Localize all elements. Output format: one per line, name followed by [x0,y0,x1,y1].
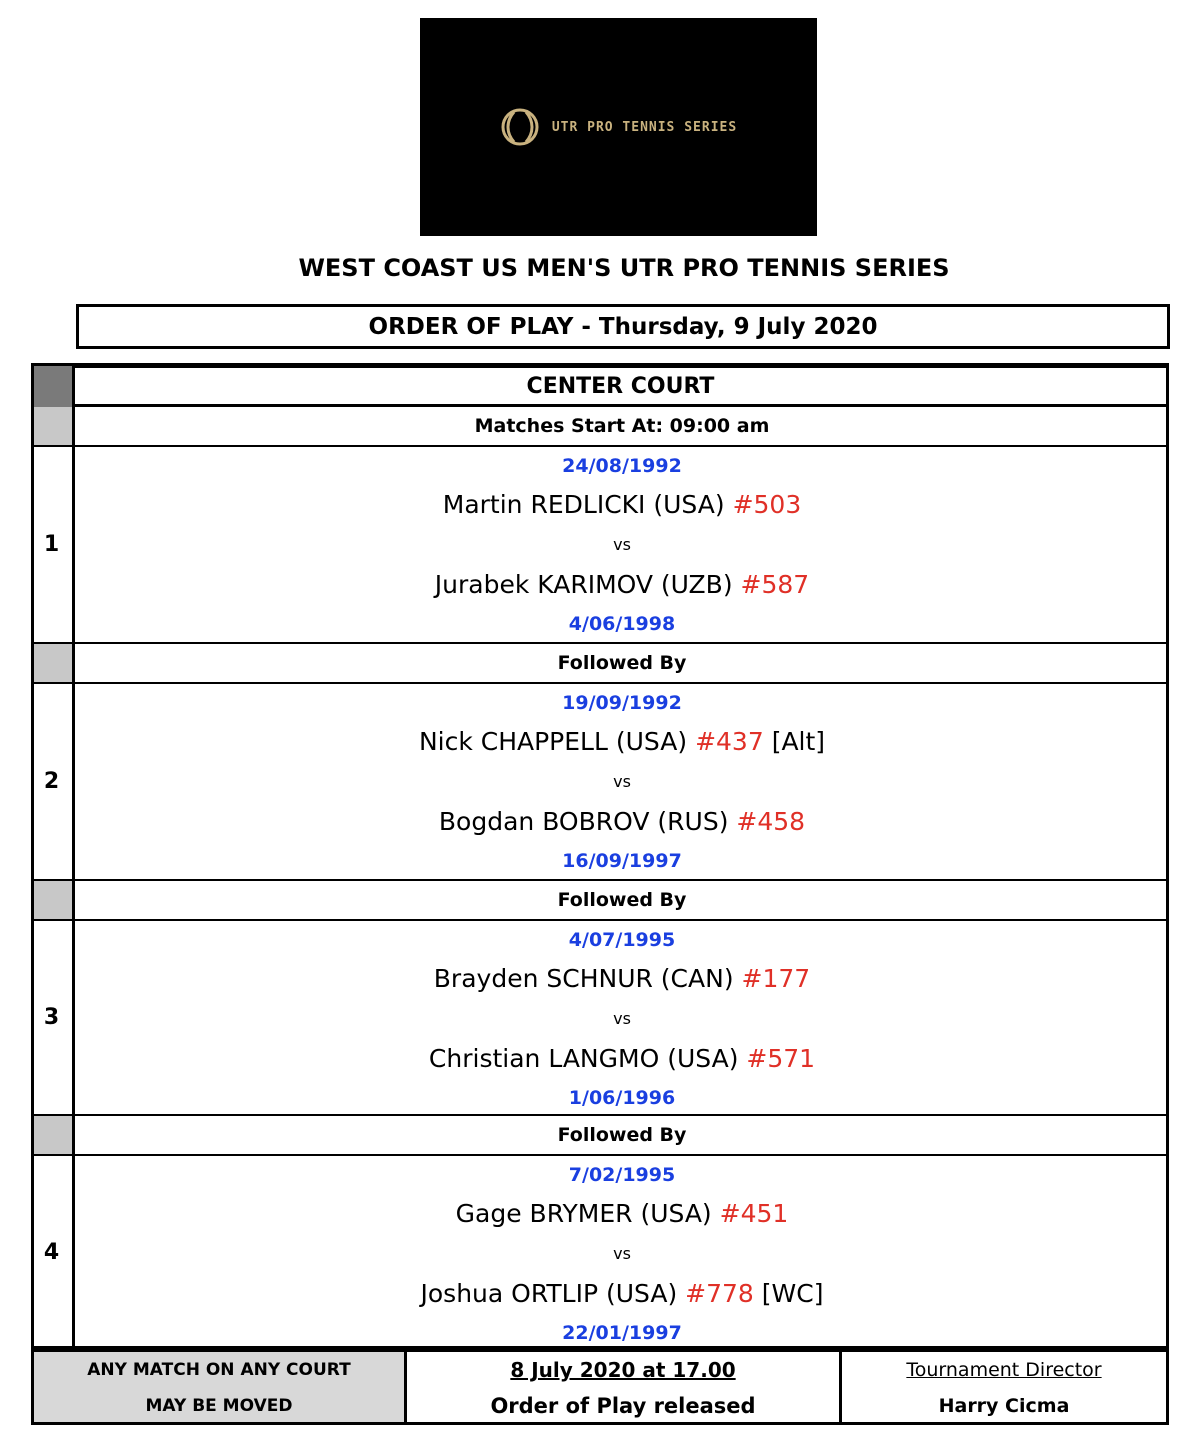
court-side-cell [31,365,75,407]
start-side-cell [31,407,75,445]
match-2 [75,684,1169,879]
player-dob: 1/06/1996 [568,1087,676,1109]
player-rank: #778 [685,1279,754,1308]
match-4 [75,1156,1169,1349]
vs-label: vs [613,1244,631,1263]
notice-line-1: ANY MATCH ON ANY COURT [87,1360,351,1380]
player-rank: #503 [732,490,802,519]
event-title: WEST COAST US MEN'S UTR PRO TENNIS SERIES [298,254,950,282]
director-info [839,1349,1169,1425]
match-number: 1 [31,447,75,642]
vs-label: vs [613,1009,631,1028]
director-label: Tournament Director [906,1359,1102,1381]
player-entry [75,1039,1169,1079]
schedule-top-border [31,363,1169,366]
tournament-logo [420,18,817,236]
player-rank: #458 [736,807,806,836]
logo-text: UTR PRO TENNIS SERIES [551,119,738,135]
player-rank: #437 [695,727,764,756]
tennis-ball-icon [500,107,540,147]
player-rank: #587 [740,570,810,599]
player-name: Nick CHAPPELL (USA) [418,727,688,756]
player-dob: 16/09/1997 [562,850,682,872]
player-name: Martin REDLICKI (USA) [442,490,725,519]
match-number: 4 [31,1156,75,1349]
player-dob: 4/06/1998 [568,613,676,635]
match-3 [75,921,1169,1114]
player-entry [75,722,1169,762]
player-name: Brayden SCHNUR (CAN) [433,964,734,993]
start-time: Matches Start At: 09:00 am [474,415,770,437]
followed-by-label: Followed By [557,1124,687,1146]
player-entry [75,959,1169,999]
player-entry [75,565,1169,605]
player-entry [75,485,1169,525]
player-tag: [WC] [761,1279,824,1308]
notice-line-2: MAY BE MOVED [145,1396,293,1416]
player-name: Christian LANGMO (USA) [428,1044,739,1073]
player-name: Gage BRYMER (USA) [455,1199,712,1228]
match-1 [75,447,1169,642]
release-info [404,1349,842,1425]
player-rank: #571 [746,1044,816,1073]
player-entry [75,1274,1169,1314]
release-label: Order of Play released [490,1394,756,1418]
followed-by-label: Followed By [557,889,687,911]
match-number: 3 [31,921,75,1114]
director-name: Harry Cicma [938,1395,1070,1417]
followed-by-label: Followed By [557,652,687,674]
court-name: CENTER COURT [75,365,1169,407]
player-dob: 24/08/1992 [562,455,682,477]
player-dob: 4/07/1995 [568,929,676,951]
followed-side-cell [31,881,75,919]
vs-label: vs [613,772,631,791]
vs-label: vs [613,535,631,554]
followed-side-cell [31,644,75,682]
player-name: Joshua ORTLIP (USA) [420,1279,678,1308]
player-entry [75,802,1169,842]
player-dob: 7/02/1995 [568,1164,676,1186]
player-tag: [Alt] [771,727,826,756]
player-rank: #451 [719,1199,789,1228]
player-entry [75,1194,1169,1234]
player-rank: #177 [741,964,811,993]
order-of-play-title: ORDER OF PLAY - Thursday, 9 July 2020 [76,304,1170,349]
player-name: Jurabek KARIMOV (UZB) [434,570,733,599]
followed-side-cell [31,1116,75,1154]
player-name: Bogdan BOBROV (RUS) [438,807,729,836]
player-dob: 22/01/1997 [562,1322,682,1344]
match-number: 2 [31,684,75,879]
release-date: 8 July 2020 at 17.00 [510,1358,736,1382]
player-dob: 19/09/1992 [562,692,682,714]
move-notice [31,1349,407,1425]
